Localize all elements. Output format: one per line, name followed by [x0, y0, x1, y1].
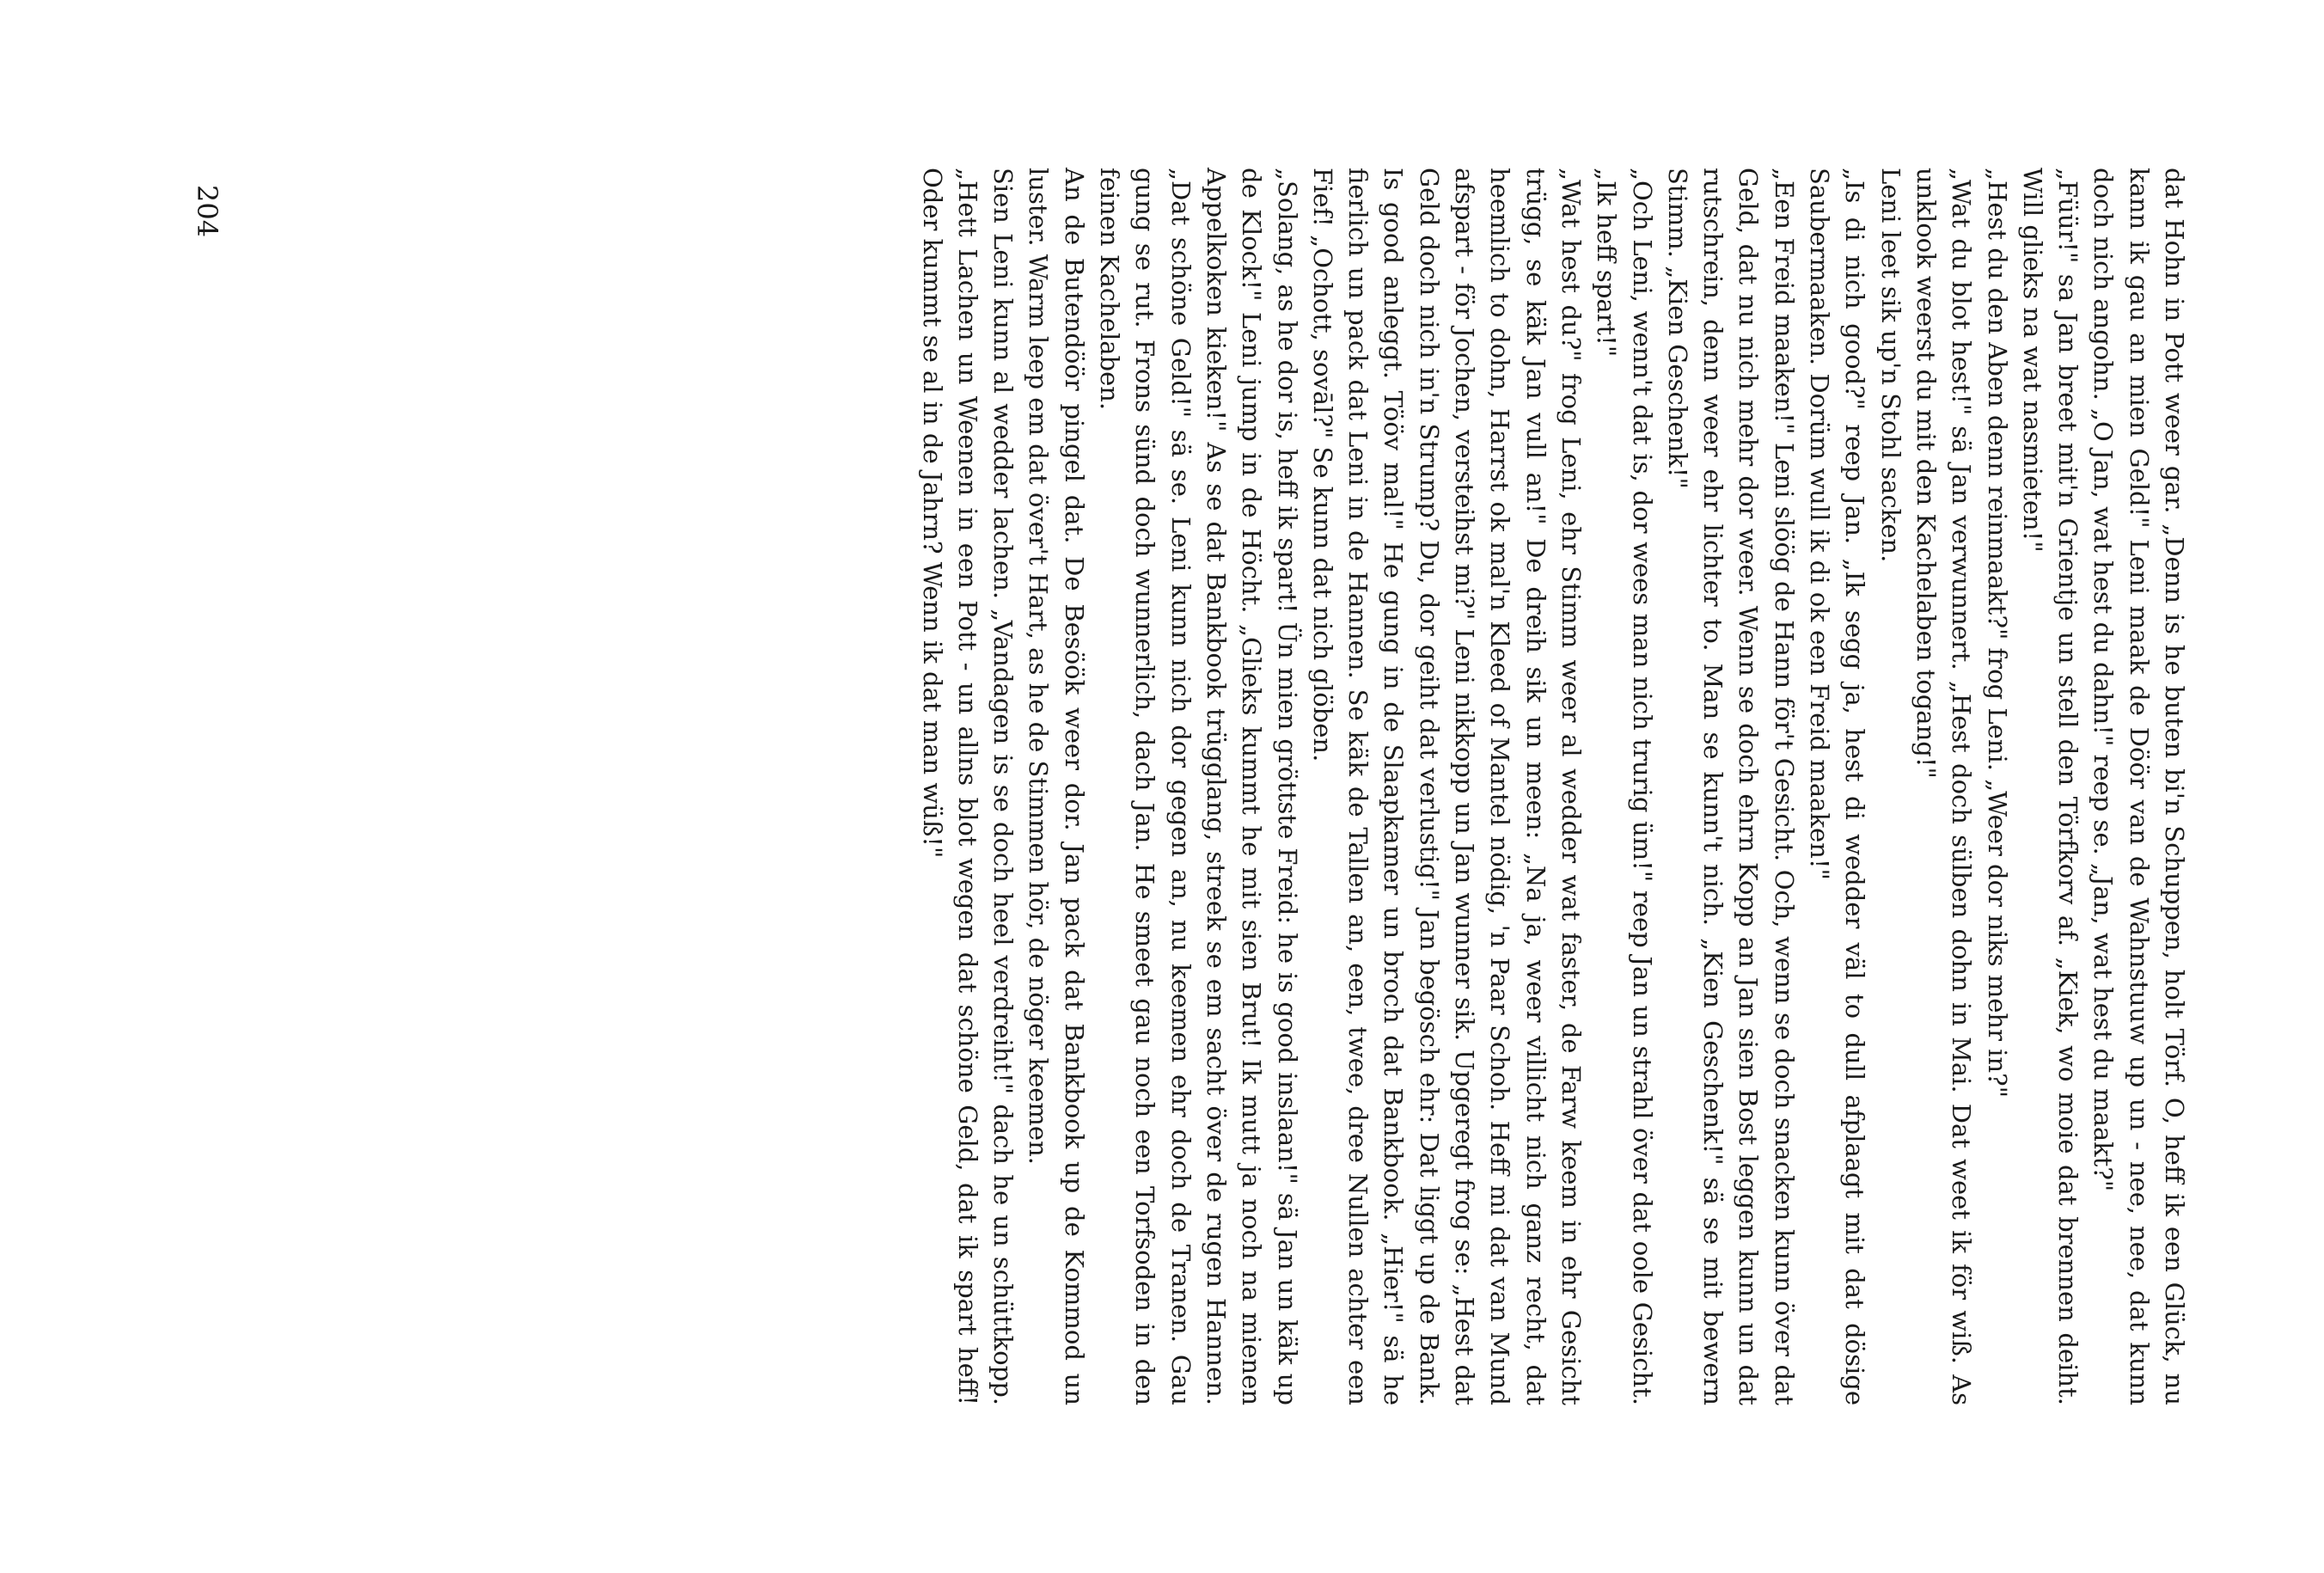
- paragraph: „Och Leni, wenn't dat is, dor wees man nich trurig üm!" reep Jan un strahl över dat oole Gesicht. „Ik heff spart!": [1592, 168, 1657, 1405]
- paragraph: Leni leet sik up'n Stohl sacken.: [1875, 168, 1905, 563]
- paragraph: „Füür!" sa Jan breet mit'n Grientje un stell den Törfkorv af. „Kiek, wo moie dat brennen deiht. Will glieks na wat nasmieten!": [2017, 168, 2083, 1405]
- body-text: [914, 168, 2192, 1405]
- paragraph: „Een Freid maaken!" Leni slöög de Hann för't Gesicht. Och, wenn se doch snacken kunn över dat Geld, dat nu nich mehr dor weer. Wenn se doch ehrn Kopp an Jan sien Bost leggen kunn un dat rutschrein, denn weer ehr lichter to. Man se kunn't nich. „Kien Geschenk!" sä se mit bewern Stimm. „Kien Geschenk!": [1662, 168, 1799, 1405]
- paragraph: „Is di nich good?" reep Jan. „Ik segg ja, hest di wedder väl to dull afplaagt mit dat dösige Saubermaaken. Dorüm wull ik di ok een Freid maaken!": [1805, 168, 1870, 1405]
- page-number: 204: [191, 185, 223, 238]
- paragraph: „Hest du den Aben denn reinmaakt?" frog Leni. „Weer dor niks mehr in?": [1982, 168, 2012, 1099]
- paragraph: dat Hohn in Pott weer gar. „Denn is he buten bi'n Schuppen, holt Törf. O, heff ik een Glück, nu kann ik gau an mien Geld!" Leni maak de Döör van de Wahnstuuw up un - nee, nee, dat kunn doch nich angohn. „O Jan, wat hest du dahn!" reep se. „Jan, wat hest du maakt?": [2089, 168, 2189, 1405]
- paragraph: Sien Leni kunn al wedder lachen. „Vandagen is se doch heel verdreiht!" dach he un schüttkopp. „Hett Lachen un Weenen in een Pott - un allns blot wegen dat schöne Geld, dat ik spart heff! Oder kummt se al in de Jahrn? Wenn ik dat man wüß!": [917, 168, 1018, 1405]
- paragraph: „Solang, as he dor is, heff ik spart! Ün mien gröttste Freid: he is good inslaan!" sä Jan un käk up de Klock!" Leni jump in de Höcht. „Glieks kummt he mit sien Brut! Ik mutt ja noch na mienen Appelkoken kieken!" As se dat Bankbook trügglang, streek se em sacht över de rugen Hannen. „Dat schöne Geld!" sä se. Leni kunn nich dor gegen an, nu keemen ehr doch de Tranen. Gau gung se rut. Frons sünd doch wunnerlich, dach Jan. He smeet gau noch een Torfsoden in den feinen Kachelaben.: [1095, 168, 1302, 1405]
- paragraph: An de Butendöör pingel dat. De Besöök weer dor. Jan pack dat Bankbook up de Kommod un luster. Warm leep em dat över't Hart, as he de Stimmen hör, de nöger keemen.: [1024, 168, 1089, 1405]
- paragraph: „Wat hest du?" frog Leni, ehr Stimm weer al wedder wat faster, de Farw keem in ehr Gesicht trügg, se käk Jan vull an!" De dreih sik un meen: „Na ja, weer villicht nich ganz recht, dat heemlich to dohn, Harrst ok mal'n Kleed of Mantel nödig, 'n Paar Schoh. Heff mi dat van Mund afspart - för Jochen, versteihst mi?" Leni nikkopp un Jan wunner sik. Upgeregt frog se: „Hest dat Geld doch nich in'n Strump? Du, dor geiht dat verlustig!" Jan begösch ehr: Dat liggt up de Bank. Is good anleggt. Tööv mal!" He gung in de Slaapkamer un broch dat Bankbook. „Hier!" sä he fierlich un pack dat Leni in de Hannen. Se käk de Tallen an, een, twee, dree Nullen achter een Fief! „Ochott, sovāl?" Se kunn dat nich glöben.: [1307, 168, 1586, 1405]
- paragraph: „Wat du blot hest!" sä Jan verwunnert. „Hest doch sülben dohn in Mai. Dat weet ik för wiß. As unklook weerst du mit den Kachelaben togang!": [1911, 168, 1977, 1405]
